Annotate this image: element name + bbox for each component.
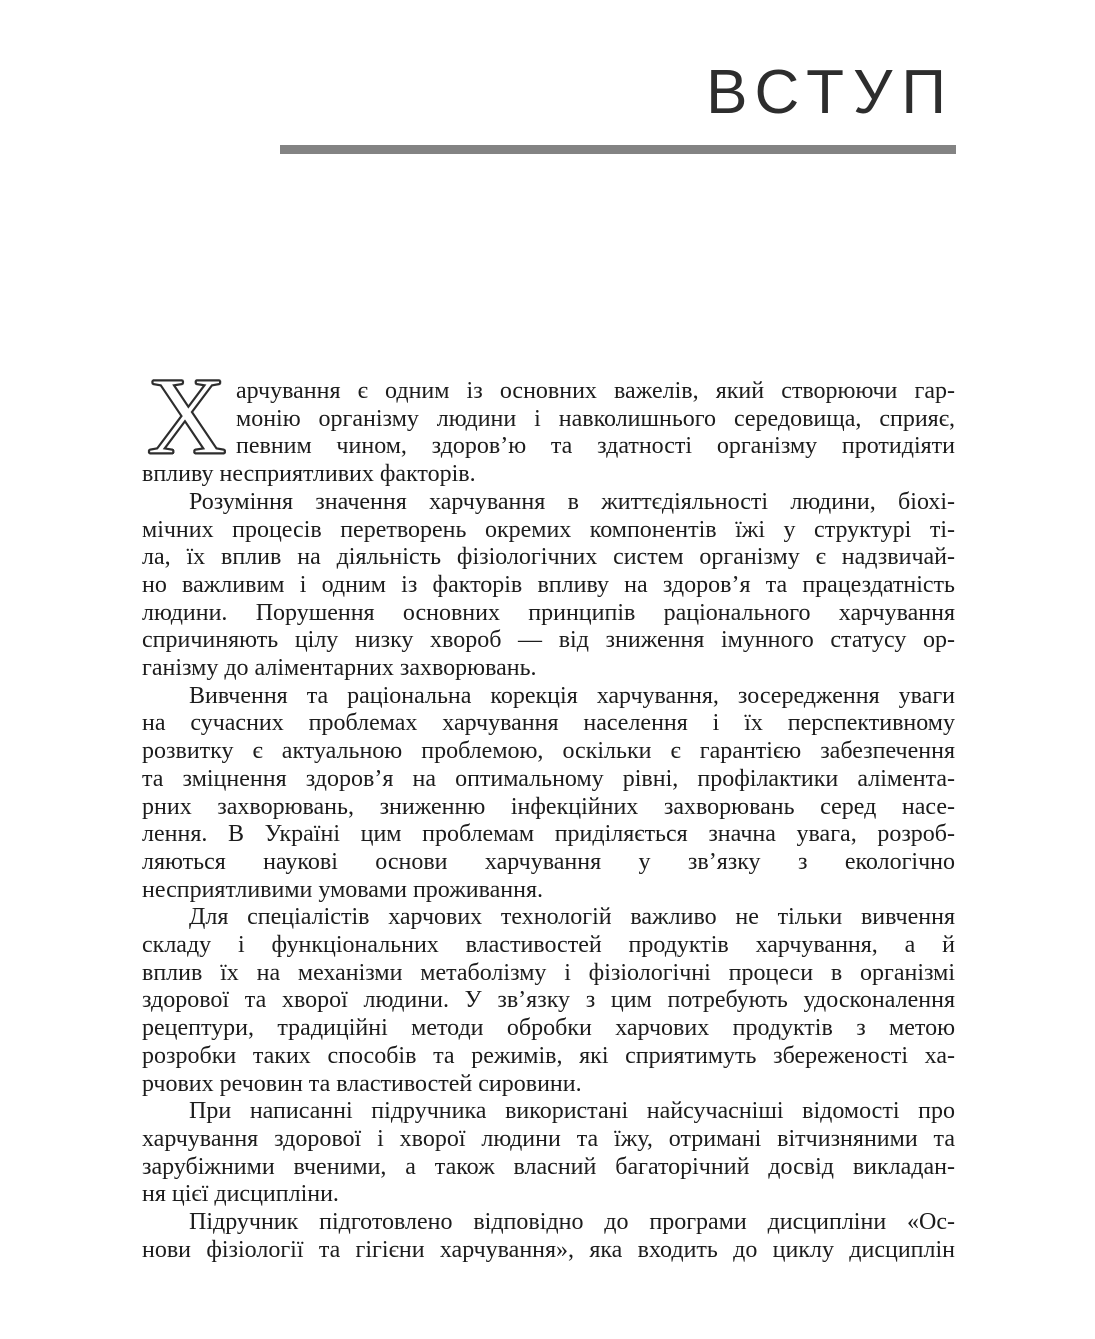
text-line: ляються наукові основи харчування у зв’язку з екологічно bbox=[142, 848, 955, 875]
text-line: ганізму до аліментарних захворювань. bbox=[142, 655, 537, 682]
text-line: Підручник підготовлено відповідно до програми дисципліни «Ос- bbox=[189, 1209, 955, 1236]
paragraph-4 bbox=[142, 904, 955, 1098]
paragraph-5 bbox=[142, 1098, 955, 1209]
text-line: несприятливими умовами проживання. bbox=[142, 876, 544, 903]
drop-cap-lines bbox=[236, 378, 955, 461]
text-line: но важливим і одним із факторів впливу на здоров’я та працездатність bbox=[142, 571, 955, 598]
text-line: арчування є одним із основних важелів, який створюючи гар- bbox=[236, 378, 955, 404]
body-text bbox=[142, 355, 955, 1265]
text-line: монію організму людини і навколишнього середовища, сприяє, bbox=[236, 405, 955, 432]
paragraph-2 bbox=[142, 489, 955, 683]
text-line: рецептури, традиційні методи обробки харчових продуктів з метою bbox=[142, 1015, 955, 1042]
page-title: ВСТУП bbox=[706, 58, 955, 127]
drop-cap: Х bbox=[147, 355, 227, 477]
text-line: людини. Порушення основних принципів раціонального харчування bbox=[142, 599, 955, 626]
text-line: ла, їх вплив на діяльність фізіологічних систем організму є надзвичай- bbox=[142, 544, 955, 571]
text-line: вплив їх на механізми метаболізму і фізіологічні процеси в організмі bbox=[142, 959, 955, 986]
text-line: мічних процесів перетворень окремих компонентів їжі у структурі ті- bbox=[142, 516, 955, 543]
paragraph-intro bbox=[142, 355, 955, 489]
text-line: спричиняють цілу низку хвороб — від зниження імунного статусу ор- bbox=[142, 627, 955, 654]
text-line: Розуміння значення харчування в життєдіяльності людини, біохі- bbox=[189, 488, 955, 515]
text-line: харчування здорової і хворої людини та їжу, отримані вітчизняними та bbox=[142, 1125, 955, 1152]
text-line: розробки таких способів та режимів, які сприятимуть збереженості ха- bbox=[142, 1042, 955, 1069]
text-line: Для спеціалістів харчових технологій важливо не тільки вивчення bbox=[189, 904, 955, 931]
text-line: нови фізіології та гігієни харчування», яка входить до циклу дисциплін bbox=[142, 1236, 955, 1263]
text-line: та зміцнення здоров’я на оптимальному рівні, профілактики алімента- bbox=[142, 765, 955, 792]
text-line: ня цієї дисципліни. bbox=[142, 1181, 339, 1208]
text-line: рчових речовин та властивостей сировини. bbox=[142, 1070, 582, 1097]
text-line: на сучасних проблемах харчування населення і їх перспективному bbox=[142, 710, 955, 737]
text-line: рних захворювань, зниженню інфекційних захворювань серед насе- bbox=[142, 793, 955, 820]
text-line: Вивчення та раціональна корекція харчування, зосередження уваги bbox=[189, 682, 955, 709]
text-line: лення. В Україні цим проблемам приділяється значна увага, розроб- bbox=[142, 821, 955, 848]
paragraph-6 bbox=[142, 1209, 955, 1264]
text-line: здорової та хворої людини. У зв’язку з цим потребують удосконалення bbox=[142, 987, 955, 1014]
text-line: впливу несприятливих факторів. bbox=[142, 461, 476, 488]
paragraph-3 bbox=[142, 683, 955, 905]
text-line: розвитку є актуальною проблемою, оскільки є гарантією забезпечення bbox=[142, 738, 955, 765]
text-line: зарубіжними вченими, а також власний багаторічний досвід викладан- bbox=[142, 1153, 955, 1180]
title-rule bbox=[280, 145, 956, 154]
text-line: При написанні підручника використані найсучасніші відомості про bbox=[189, 1098, 955, 1125]
text-line: складу і функціональних властивостей продуктів харчування, а й bbox=[142, 932, 955, 959]
text-line: певним чином, здоров’ю та здатності організму протидіяти bbox=[236, 433, 955, 460]
